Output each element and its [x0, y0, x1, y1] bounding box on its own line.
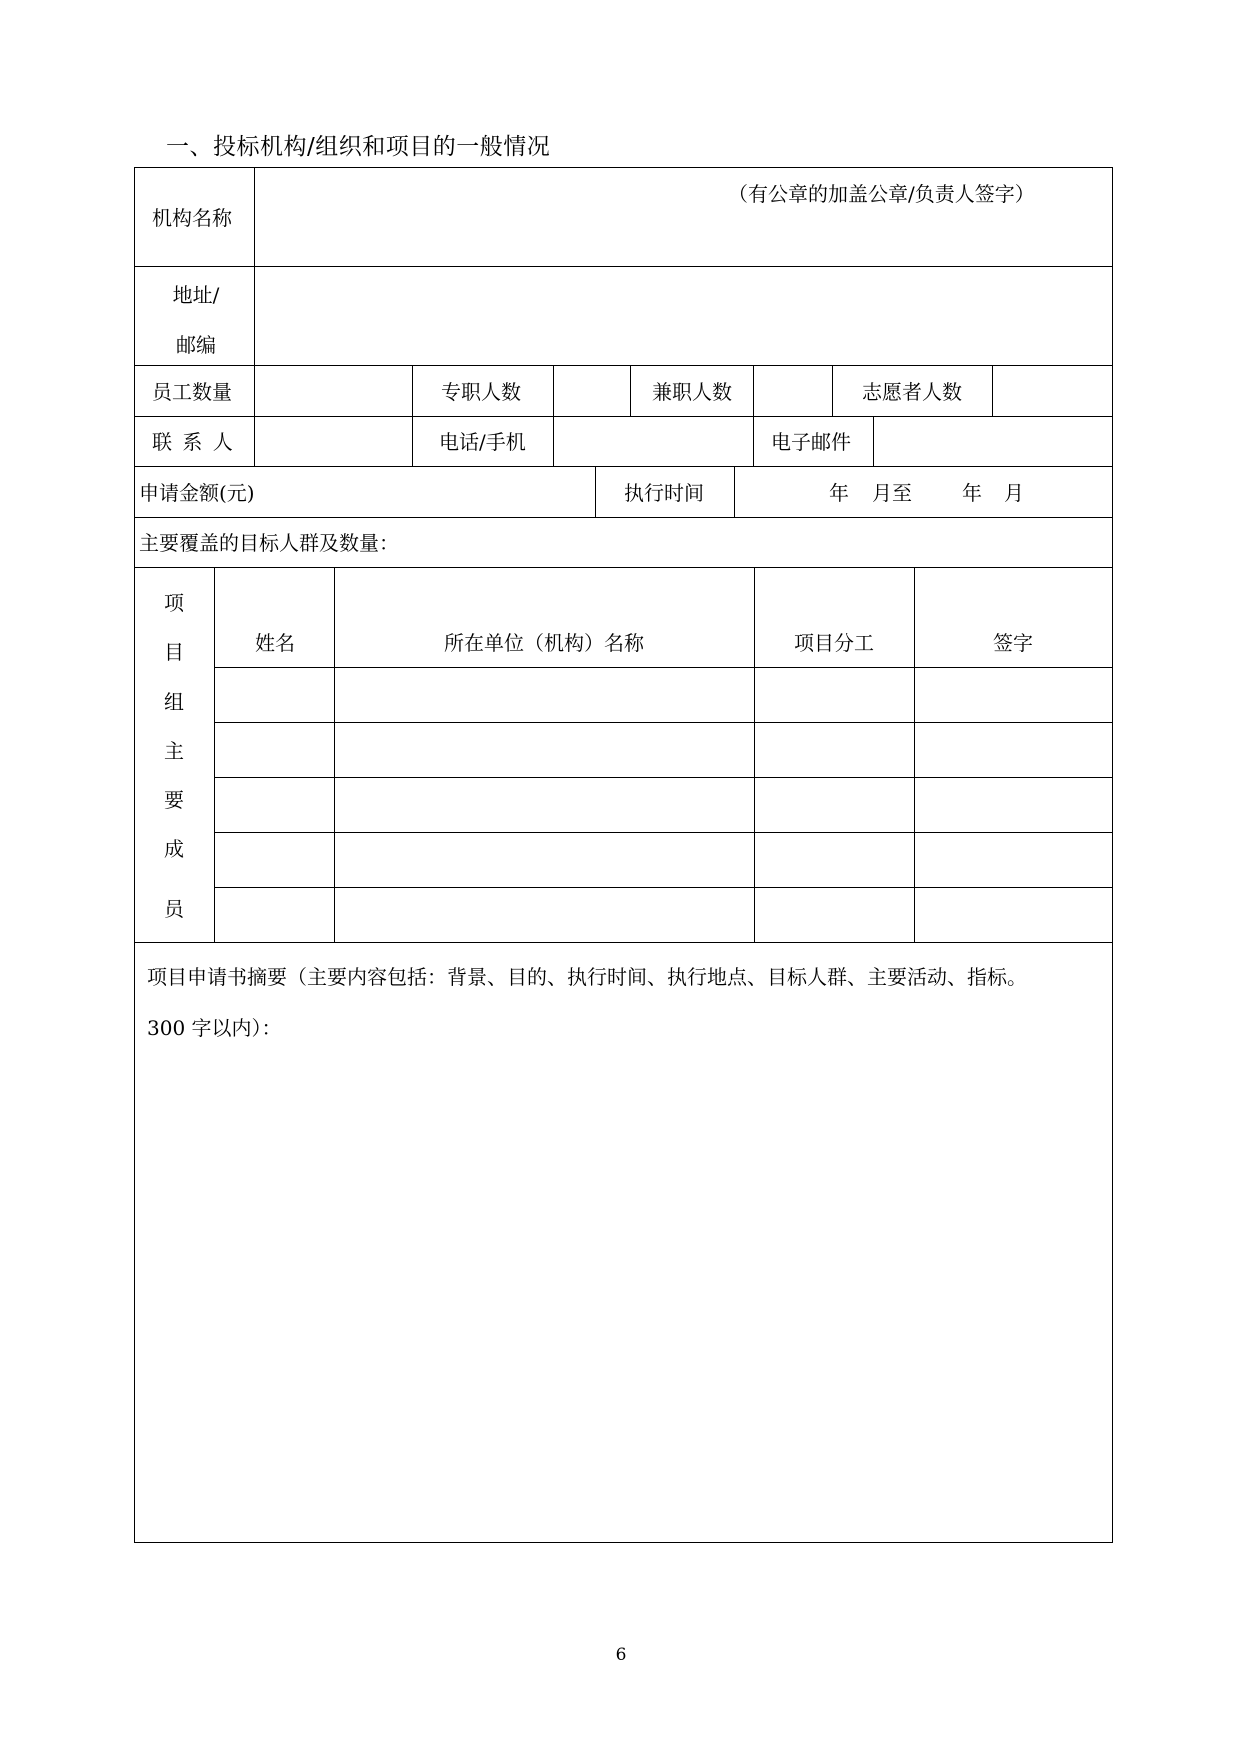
summary-instruction-line1: 项目申请书摘要（主要内容包括：背景、目的、执行时间、执行地点、目标人群、主要活动、指标。 [147, 965, 1027, 989]
team-side-char: 成 [164, 837, 184, 861]
row-divider [134, 567, 1113, 568]
email-field[interactable] [875, 418, 1111, 465]
summary-field[interactable] [136, 1045, 1111, 1540]
staff-total-field[interactable] [256, 367, 411, 415]
org-name-label: 机构名称 [152, 206, 232, 230]
column-divider [254, 167, 255, 467]
row-divider [134, 466, 1113, 467]
parttime-label: 兼职人数 [652, 380, 732, 404]
column-divider [734, 466, 735, 517]
contact-field[interactable] [256, 418, 411, 465]
staff-total-label: 员工数量 [152, 380, 232, 404]
contact-label: 联 系 人 [152, 430, 235, 454]
row-divider [134, 416, 1113, 417]
summary-instruction-line2: 300 字以内）： [147, 1016, 282, 1040]
period-label: 执行时间 [624, 481, 704, 505]
header-role: 项目分工 [794, 631, 874, 655]
address-label-line2: 邮编 [176, 333, 216, 357]
row-divider [134, 942, 1113, 943]
row-divider [214, 832, 1113, 833]
team-member-row[interactable] [216, 834, 1112, 886]
address-field[interactable] [256, 267, 1111, 364]
row-divider [214, 667, 1113, 668]
page-number: 6 [615, 1645, 627, 1665]
volunteer-field[interactable] [994, 367, 1111, 415]
team-side-char: 目 [164, 640, 184, 664]
phone-label: 电话/手机 [439, 430, 526, 454]
team-member-row[interactable] [216, 889, 1112, 941]
column-divider [753, 365, 754, 467]
team-member-row[interactable] [216, 669, 1112, 721]
team-member-row[interactable] [216, 779, 1112, 831]
row-divider [134, 517, 1113, 518]
header-sign: 签字 [993, 631, 1033, 655]
column-divider [595, 466, 596, 517]
column-divider [412, 365, 413, 467]
period-month2: 月 [1004, 481, 1024, 505]
column-divider [873, 416, 874, 467]
team-side-char: 组 [164, 690, 184, 714]
amount-label: 申请金额(元) [139, 481, 255, 505]
period-month-to: 月至 [872, 481, 912, 505]
target-population-label: 主要覆盖的目标人群及数量： [139, 531, 399, 555]
email-label: 电子邮件 [771, 430, 851, 454]
target-population-field[interactable] [430, 519, 1110, 566]
row-divider [214, 887, 1113, 888]
team-side-char: 项 [164, 591, 184, 615]
row-divider [214, 777, 1113, 778]
phone-field[interactable] [555, 418, 752, 465]
column-divider [992, 365, 993, 416]
row-divider [214, 722, 1113, 723]
team-side-char: 员 [164, 897, 184, 921]
team-side-char: 要 [164, 788, 184, 812]
team-side-char: 主 [164, 739, 184, 763]
column-divider [832, 365, 833, 416]
header-org: 所在单位（机构）名称 [444, 631, 644, 655]
volunteer-label: 志愿者人数 [862, 380, 962, 404]
section-title: 一、投标机构/组织和项目的一般情况 [166, 134, 551, 160]
team-member-row[interactable] [216, 724, 1112, 776]
seal-note: （有公章的加盖公章/负责人签字） [728, 182, 1035, 206]
fulltime-field[interactable] [555, 367, 629, 415]
column-divider [214, 567, 215, 942]
parttime-field[interactable] [755, 367, 831, 415]
row-divider [134, 365, 1113, 366]
column-divider [630, 365, 631, 416]
period-year1: 年 [829, 481, 849, 505]
period-year2: 年 [962, 481, 982, 505]
column-divider [553, 365, 554, 467]
fulltime-label: 专职人数 [441, 380, 521, 404]
address-label-line1: 地址/ [172, 283, 220, 307]
header-name: 姓名 [255, 631, 295, 655]
amount-field[interactable] [320, 468, 594, 516]
